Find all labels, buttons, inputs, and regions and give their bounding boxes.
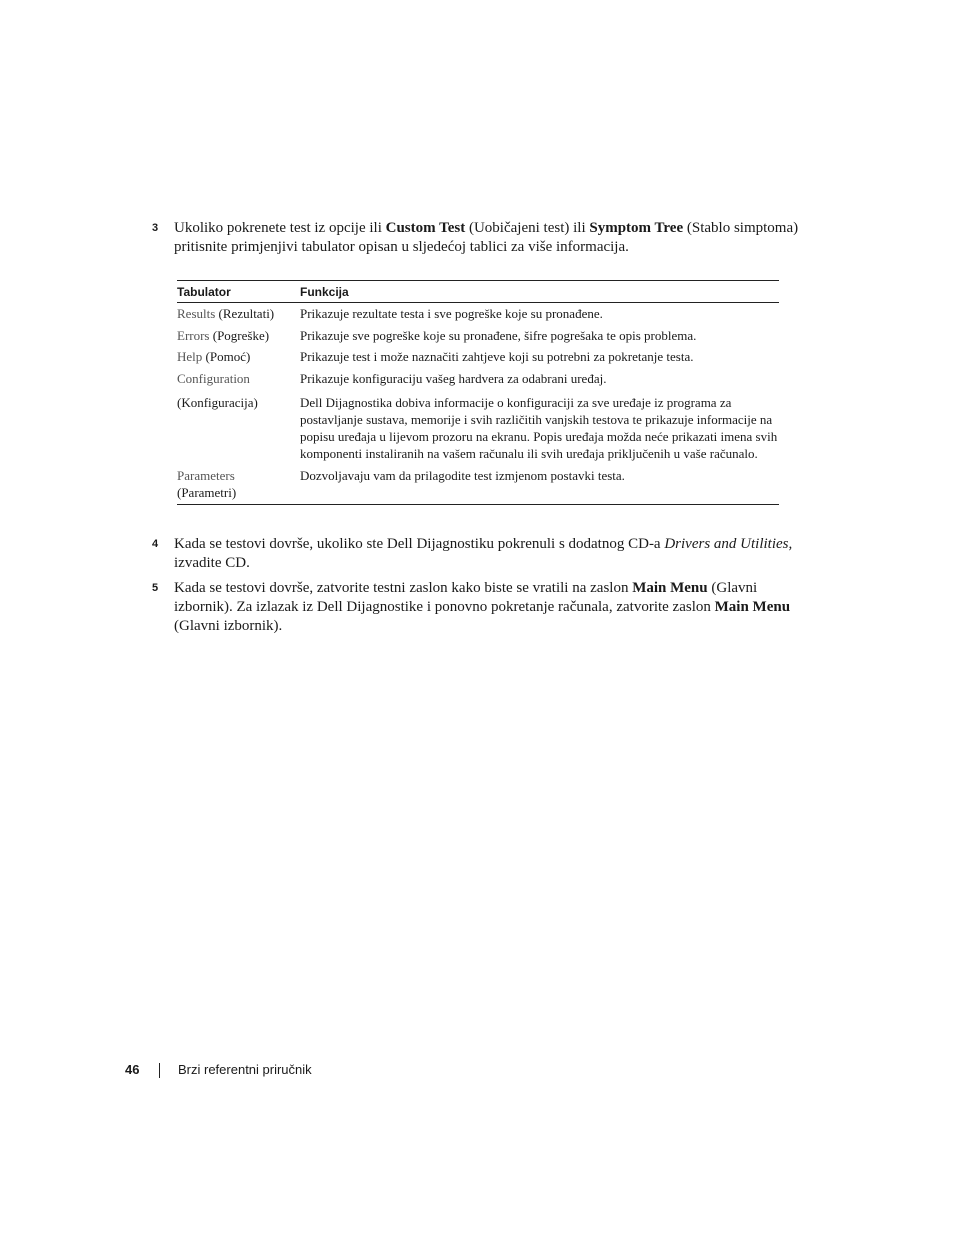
header-funkcija: Funkcija [300,284,349,299]
term-translation: (Pomoć) [202,349,251,364]
table-row [177,348,779,365]
step-number: 5 [152,582,159,594]
term-name: Help [177,349,203,364]
text-run: (Glavni izbornik). [174,618,283,634]
row-term [177,394,300,462]
step-number: 3 [152,222,159,234]
table-header [177,281,779,303]
table-row [177,327,779,344]
table-row [177,467,779,501]
text-run: izvadite CD. [174,555,250,571]
custom-test-label: Custom Test [385,220,466,236]
main-menu-label: Main Menu [714,599,791,615]
term-translation: (Parametri) [177,485,237,500]
table-row [177,305,779,322]
text-run: (Glavni izbornik). Za izlazak iz Dell Dijagnostike i ponovno pokretanje računala, zatvorite zaslon [174,580,758,615]
term-name: Configuration [177,371,250,386]
row-term [177,370,300,387]
header-tabulator: Tabulator [177,284,231,299]
row-term [177,305,300,322]
row-term [177,467,300,501]
tab-function-table [177,280,779,505]
term-name: Parameters [177,468,235,483]
term-translation: (Rezultati) [215,306,275,321]
text-run: Ukoliko pokrenete test iz opcije ili [174,220,386,236]
step-5 [152,579,812,636]
table-row [177,394,779,462]
step-text [174,535,812,573]
term-translation: (Konfiguracija) [177,395,258,410]
main-menu-label: Main Menu [632,580,708,596]
text-run: Kada se testovi dovrše, zatvorite testni zaslon kako biste se vratili na zaslon [174,580,633,596]
row-desc: Prikazuje rezultate testa i sve pogreške koje su pronađene. [300,306,603,321]
row-desc: Dozvoljavaju vam da prilagodite test izmjenom postavki testa. [300,468,625,483]
row-desc: Prikazuje sve pogreške koje su pronađene, šifre pogrešaka te opis problema. [300,328,697,343]
step-text [174,219,812,257]
row-term [177,327,300,344]
drivers-utilities-title: Drivers and Utilities, [664,536,793,552]
term-name: Errors [177,328,210,343]
text-run: Kada se testovi dovrše, ukoliko ste Dell Dijagnostiku pokrenuli s dodatnog CD-a [174,536,665,552]
symptom-tree-label: Symptom Tree [589,220,684,236]
footer-divider [159,1063,160,1078]
text-run: (Stablo simptoma) pritisnite primjenjivi tabulator opisan u sljedećoj tablici za više informacija. [174,220,799,255]
row-term [177,348,300,365]
row-desc: Prikazuje test i može naznačiti zahtjeve koji su potrebni za pokretanje testa. [300,349,694,364]
step-3 [152,219,812,257]
footer-title: Brzi referentni priručnik [178,1062,312,1077]
row-desc: Prikazuje konfiguraciju vašeg hardvera za odabrani uređaj. [300,371,607,386]
page-number: 46 [125,1062,140,1077]
text-run: (Uobičajeni test) ili [465,220,590,236]
table-row [177,370,779,387]
step-4 [152,535,812,573]
table-body [177,303,779,504]
row-desc: Dell Dijagnostika dobiva informacije o konfiguraciji za sve uređaje iz programa za postavljanje sustava, memorije i svih različitih vanjskih testova te prikazuje informacije na popisu uređaja u lijevom prozoru na ekranu. Popis uređaja možda neće prikazati imena svih komponenti instaliranih na vašem računalu ili svih uređaja priključenih u vaše računalo. [300,395,778,461]
step-text [174,579,812,636]
term-translation: (Pogreške) [209,328,270,343]
term-name: Results [177,306,216,321]
step-number: 4 [152,538,159,550]
